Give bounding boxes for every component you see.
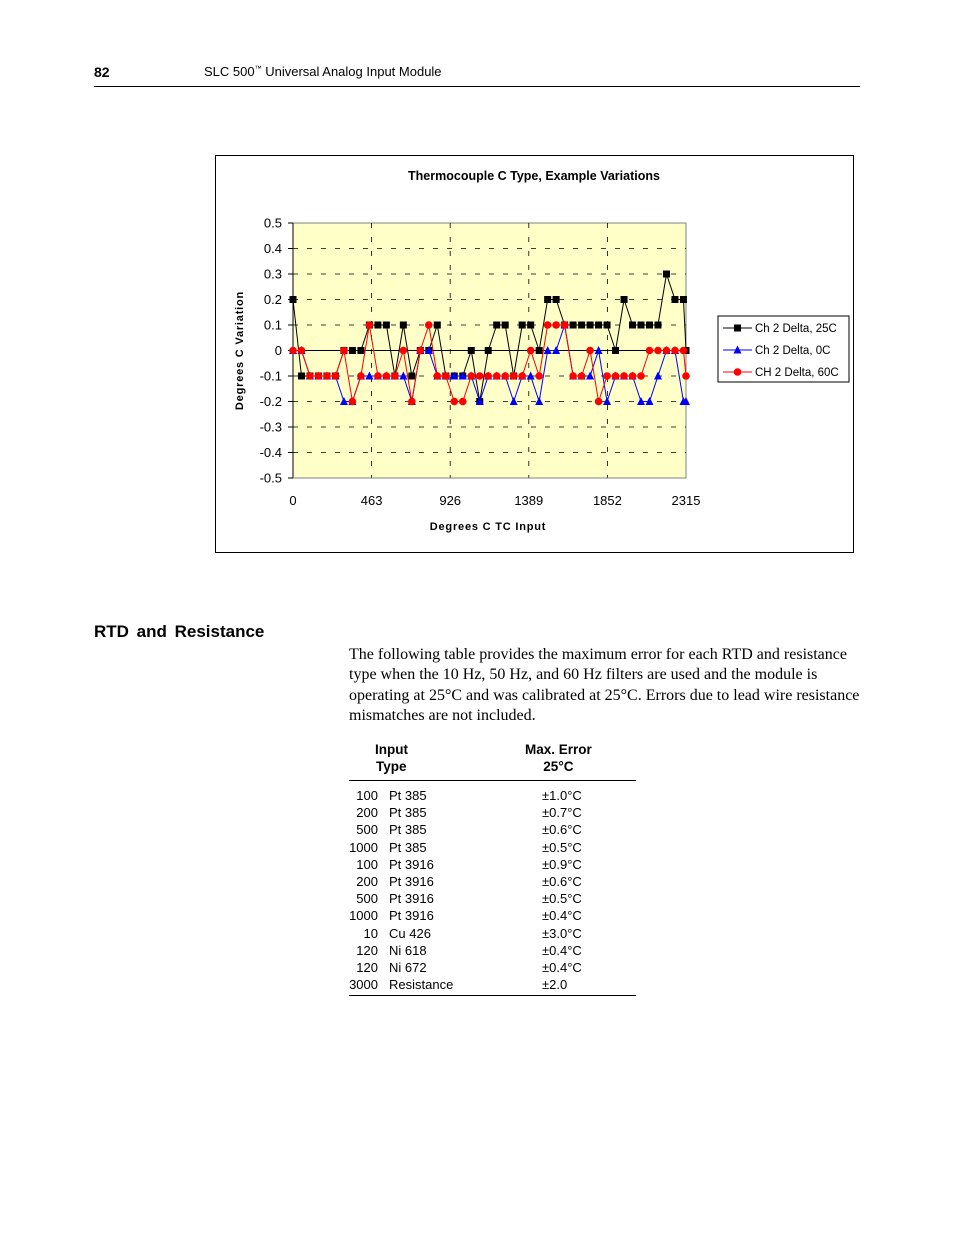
row-input-number: 1000: [349, 839, 378, 855]
data-point: [450, 398, 458, 406]
header-max-error: [525, 741, 592, 775]
data-point: [671, 296, 678, 303]
row-input-number: 3000: [349, 977, 378, 993]
header-input-type: [375, 741, 408, 775]
y-tick-label: -0.3: [259, 419, 282, 435]
table-row: [349, 891, 636, 908]
data-point: [383, 372, 391, 380]
table-row: [349, 943, 636, 960]
data-point: [442, 372, 450, 380]
data-point: [383, 322, 390, 329]
data-point: [578, 322, 585, 329]
data-point: [433, 372, 441, 380]
row-input-type: Pt 3916: [389, 856, 434, 872]
row-input-type: Ni 618: [389, 942, 427, 958]
data-point: [604, 322, 611, 329]
data-point: [323, 372, 331, 380]
data-point: [612, 372, 620, 380]
data-point: [654, 347, 662, 355]
row-input-number: 200: [356, 873, 378, 889]
section-paragraph: The following table provides the maximum error for each RTD and resistance type when the 10 Hz, 50 Hz, and 60 Hz filters are used and the module is operating at 25°C and was calibrated at 25°C. Errors due to lead wire resistance mismatches are not included.: [349, 646, 860, 724]
table-row: [349, 960, 636, 977]
legend-marker: [734, 368, 742, 376]
row-input-type: Pt 385: [389, 822, 427, 838]
row-input-type: Pt 3916: [389, 908, 434, 924]
header-title-rest: Universal Analog Input Module: [261, 64, 442, 79]
legend-label: Ch 2 Delta, 0C: [755, 345, 831, 357]
row-input-number: 100: [356, 788, 378, 803]
row-input-number: 1000: [349, 908, 378, 924]
data-point: [637, 372, 645, 380]
data-point: [646, 322, 653, 329]
table-row: [349, 908, 636, 925]
data-point: [680, 347, 688, 355]
data-point: [357, 347, 364, 354]
data-point: [621, 296, 628, 303]
row-input-type: Ni 672: [389, 959, 427, 975]
table-row: [349, 840, 636, 857]
data-point: [484, 372, 492, 380]
data-point: [629, 372, 637, 380]
table-row: [349, 874, 636, 891]
row-input-type: Pt 3916: [389, 873, 434, 889]
data-point: [527, 347, 535, 355]
x-tick-label: 2315: [671, 493, 701, 508]
table-row: [349, 805, 636, 822]
data-point: [587, 322, 594, 329]
data-point: [493, 372, 501, 380]
data-point: [374, 372, 382, 380]
data-point: [434, 322, 441, 329]
row-max-error: ±3.0°C: [542, 925, 582, 941]
data-point: [544, 321, 552, 329]
row-input-number: 500: [356, 891, 378, 907]
trademark-symbol: ™: [254, 65, 262, 73]
data-point: [467, 372, 475, 380]
y-tick-label: -0.4: [259, 445, 282, 460]
data-point: [527, 322, 534, 329]
table-body: [349, 781, 636, 996]
data-point: [682, 372, 690, 380]
data-point: [544, 296, 551, 303]
data-point: [408, 398, 416, 406]
data-point: [290, 296, 297, 303]
data-point: [552, 321, 560, 329]
data-point: [671, 347, 679, 355]
data-point: [629, 322, 636, 329]
y-tick-label: 0.3: [263, 266, 282, 282]
row-input-number: 500: [356, 822, 378, 838]
y-tick-label: 0.4: [263, 241, 282, 256]
data-point: [315, 372, 323, 380]
data-point: [366, 321, 374, 329]
data-point: [400, 347, 408, 355]
y-tick-label: -0.5: [259, 470, 282, 486]
header-input-line1: Input: [375, 742, 408, 757]
data-point: [553, 296, 560, 303]
data-point: [654, 322, 661, 329]
y-tick-label: 0.1: [263, 317, 282, 333]
data-point: [561, 321, 569, 329]
data-point: [349, 347, 356, 354]
row-max-error: ±0.5°C: [542, 839, 582, 855]
data-point: [536, 347, 543, 354]
data-point: [595, 322, 602, 329]
x-tick-label: 1852: [592, 493, 622, 508]
data-point: [493, 322, 500, 329]
data-point: [298, 373, 305, 380]
data-point: [638, 322, 645, 329]
row-input-number: 100: [356, 856, 378, 872]
y-tick-label: -0.2: [259, 394, 282, 409]
data-point: [298, 347, 306, 355]
data-point: [340, 347, 348, 355]
data-point: [400, 322, 407, 329]
data-point: [476, 372, 484, 380]
section-title: RTD and Resistance: [94, 622, 265, 641]
table-row: [349, 977, 636, 994]
row-input-type: Pt 385: [389, 805, 427, 821]
data-point: [586, 347, 594, 355]
row-max-error: ±2.0: [542, 977, 568, 993]
data-point: [468, 347, 475, 354]
data-point: [332, 372, 340, 380]
row-max-error: ±1.0°C: [542, 788, 582, 803]
header-title: [204, 64, 442, 79]
y-tick-label: 0: [274, 343, 282, 358]
x-tick-label: 0: [289, 493, 297, 508]
table-header: [349, 740, 636, 781]
data-point: [612, 347, 619, 354]
data-point: [569, 372, 577, 380]
table-row: [349, 788, 636, 805]
data-point: [510, 372, 518, 380]
data-point: [603, 372, 611, 380]
table-row: [349, 926, 636, 943]
y-tick-label: 0.2: [263, 292, 282, 307]
y-axis-label: Degrees C Variation: [234, 290, 246, 411]
legend-label: Ch 2 Delta, 25C: [755, 323, 837, 335]
data-point: [570, 322, 577, 329]
data-point: [680, 296, 687, 303]
y-tick-label: 0.5: [263, 215, 282, 231]
data-point: [459, 398, 467, 406]
row-input-type: Pt 385: [389, 788, 427, 803]
data-point: [519, 322, 526, 329]
error-table: [349, 740, 636, 996]
data-point: [408, 373, 415, 380]
row-input-number: 10: [363, 925, 378, 941]
chart-svg: [216, 156, 853, 552]
header-max-error-line2: 25°C: [543, 759, 574, 774]
table-row: [349, 822, 636, 839]
row-input-type: Resistance: [389, 977, 454, 993]
row-input-type: Pt 385: [389, 839, 427, 855]
x-tick-label: 926: [439, 493, 462, 508]
data-point: [663, 347, 671, 355]
row-max-error: ±0.7°C: [542, 805, 582, 821]
row-input-type: Cu 426: [389, 925, 431, 941]
data-point: [374, 322, 381, 329]
page-header: [94, 62, 860, 87]
data-point: [391, 372, 399, 380]
row-input-type: Pt 3916: [389, 891, 434, 907]
row-input-number: 120: [356, 942, 378, 958]
data-point: [595, 398, 603, 406]
x-tick-label: 463: [360, 493, 383, 508]
data-point: [306, 372, 314, 380]
data-point: [535, 372, 543, 380]
table-row: [349, 857, 636, 874]
row-max-error: ±0.4°C: [542, 942, 582, 958]
row-max-error: ±0.5°C: [542, 891, 582, 907]
row-max-error: ±0.6°C: [542, 822, 582, 838]
legend: [718, 316, 849, 382]
header-title-main: SLC 500: [204, 64, 255, 79]
row-max-error: ±0.9°C: [542, 856, 582, 872]
data-point: [501, 372, 509, 380]
header-max-error-line1: Max. Error: [525, 742, 592, 757]
legend-label: CH 2 Delta, 60C: [755, 367, 839, 379]
data-point: [663, 271, 670, 278]
header-input-line2: Type: [376, 759, 407, 774]
data-point: [417, 347, 425, 355]
data-point: [518, 372, 526, 380]
x-tick-label: 1389: [514, 493, 544, 508]
thermocouple-chart: [215, 155, 854, 553]
data-point: [357, 372, 365, 380]
y-tick-label: -0.1: [259, 368, 282, 384]
data-point: [425, 321, 433, 329]
row-max-error: ±0.6°C: [542, 873, 582, 889]
row-input-number: 120: [356, 959, 378, 975]
row-max-error: ±0.4°C: [542, 959, 582, 975]
chart-title: Thermocouple C Type, Example Variations: [408, 169, 660, 183]
x-axis-label: Degrees C TC Input: [429, 521, 547, 533]
data-point: [646, 347, 654, 355]
data-point: [502, 322, 509, 329]
data-point: [349, 398, 357, 406]
data-point: [289, 347, 297, 355]
page-number: 82: [94, 64, 110, 80]
data-point: [620, 372, 628, 380]
data-point: [578, 372, 586, 380]
legend-marker: [734, 325, 741, 332]
data-point: [485, 347, 492, 354]
row-input-number: 200: [356, 805, 378, 821]
row-max-error: ±0.4°C: [542, 908, 582, 924]
